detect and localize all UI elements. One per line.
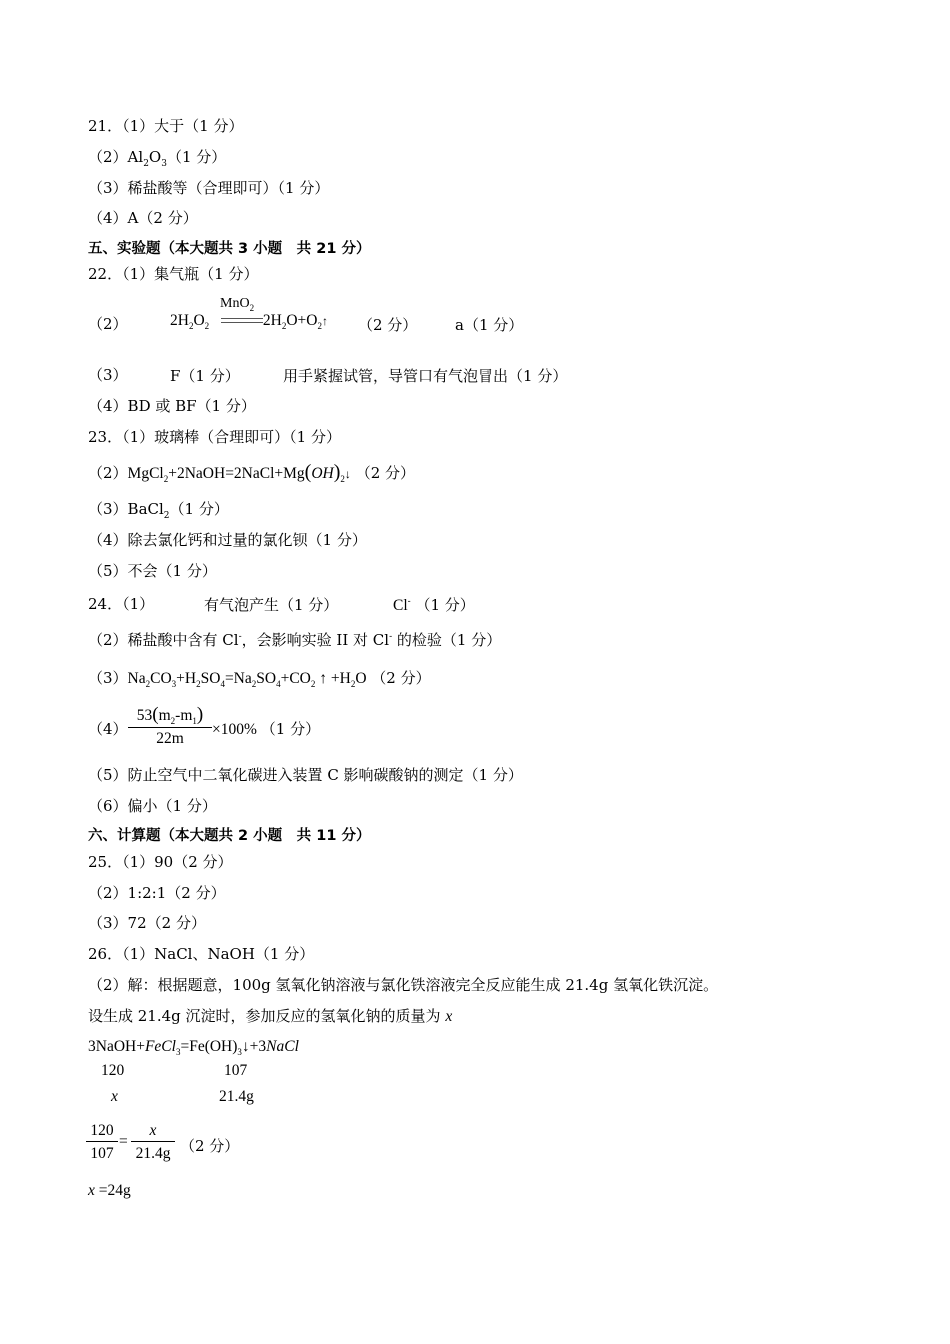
q24-line-6: （6）偏小（1 分） xyxy=(88,797,217,815)
q26-equals: = xyxy=(119,1133,128,1150)
q22-line-3-answer-f: F（1 分） xyxy=(170,367,240,385)
q25-line-3: （3）72（2 分） xyxy=(88,914,206,932)
q25-line-1: 25．（1）90（2 分） xyxy=(88,853,233,871)
q26-known-mass: 21.4g xyxy=(219,1088,254,1105)
q22-line-2-label: （2） xyxy=(88,315,128,333)
q24-line-1-label: 24．（1） xyxy=(88,595,155,613)
q23-line-4: （4）除去氯化钙和过量的氯化钡（1 分） xyxy=(88,531,367,549)
section-5-heading: 五、实验题（本大题共 3 小题 共 21 分） xyxy=(88,241,371,257)
q26-line-2: （2）解：根据题意，100g 氢氧化钠溶液与氯化铁溶液完全反应能生成 21.4g 氢氧化铁沉淀。 xyxy=(88,976,719,994)
q24-fraction: $\frac{53(m_2-m_1)}{22m}$ xyxy=(128,704,212,750)
q24-line-2: （2）稀盐酸中含有 Cl-，会影响实验 II 对 Cl- 的检验（1 分） xyxy=(88,631,502,649)
q22-line-2-answer-a: a（1 分） xyxy=(455,316,524,334)
q24-line-1-observation: 有气泡产生（1 分） xyxy=(204,596,339,614)
q22-line-3-label: （3） xyxy=(88,366,128,384)
q26-answer: x =24g xyxy=(88,1182,131,1199)
q26-line-3: 设生成 21.4g 沉淀时，参加反应的氢氧化钠的质量为 x xyxy=(88,1007,453,1025)
q24-line-3: $(3)Na_2CO_3+H_2SO_4=Na_2SO_4+CO_2$ ↑ $+H_2O$ （2 分） xyxy=(88,669,431,690)
q24-line-4-tail: ×100% （1 分） xyxy=(212,720,321,738)
q22-equation: $2H_2O_2$ $2H_2O+O_2↑$ xyxy=(170,312,328,332)
q26-fraction-right: $\frac{x}{21.4g}$ xyxy=(131,1121,175,1166)
q26-equation: $3NaOH+FeCl_3=Fe(OH)_3↓+3NaCl$ xyxy=(88,1038,299,1058)
q23-line-5: （5）不会（1 分） xyxy=(88,562,217,580)
q26-unknown-x: x xyxy=(111,1088,118,1105)
q23-line-3: （3）BaCl$_2$（1 分） xyxy=(88,500,229,521)
q21-line-3: （3）稀盐酸等（合理即可）（1 分） xyxy=(88,179,330,197)
q21-line-2: $(2)Al_2O_3(1$ 分） xyxy=(88,148,227,169)
catalyst-label: MnO$_2$ xyxy=(220,296,255,313)
q26-mass-naoh: 120 xyxy=(101,1062,125,1079)
q26-fraction-left: $\frac{120}{107}$ xyxy=(86,1121,118,1166)
q22-line-2-score: （2 分） xyxy=(358,316,418,334)
q24-line-4-label: （4） xyxy=(88,720,128,738)
q23-line-1: 23．（1）玻璃棒（合理即可）（1 分） xyxy=(88,428,341,446)
q22-line-4: （4）BD 或 BF（1 分） xyxy=(88,397,256,415)
q26-fraction-score: （2 分） xyxy=(180,1137,240,1155)
q25-line-2: （2）1:2:1（2 分） xyxy=(88,884,226,902)
section-6-heading: 六、计算题（本大题共 2 小题 共 11 分） xyxy=(88,828,371,844)
q22-line-3-method: 用手紧握试管，导管口有气泡冒出（1 分） xyxy=(283,367,568,385)
q24-line-1-ion: Cl- （1 分） xyxy=(393,596,475,614)
q24-line-5: （5）防止空气中二氧化碳进入装置 C 影响碳酸钠的测定（1 分） xyxy=(88,766,523,784)
q22-line-1: 22．（1）集气瓶（1 分） xyxy=(88,265,259,283)
q23-line-2: $(2)MgCl_2+2NaOH=2NaCl+Mg(OH)_2↓$ （2 分） xyxy=(88,461,415,485)
q26-mass-feoh3: 107 xyxy=(224,1062,248,1079)
q21-line-4: （4）A（2 分） xyxy=(88,209,198,227)
q21-line-1: 21．（1）大于（1 分） xyxy=(88,117,244,135)
q26-line-1: 26．（1）NaCl、NaOH（1 分） xyxy=(88,945,315,963)
